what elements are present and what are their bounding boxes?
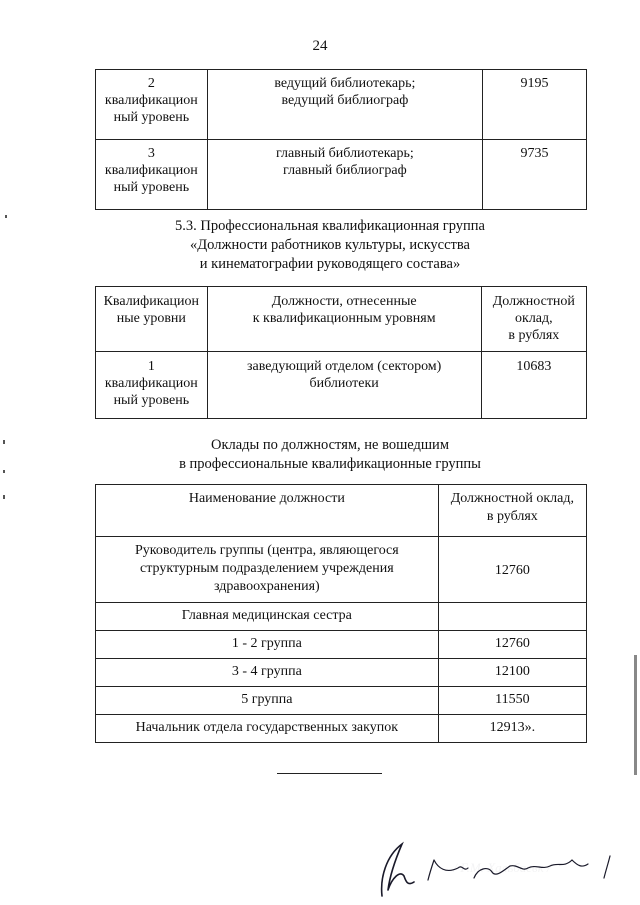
scan-artifact: [3, 440, 5, 444]
level-cell: 2 квалификацион ный уровень: [96, 70, 208, 140]
salary-cell: 12760: [438, 631, 586, 659]
handwritten-signature: [342, 838, 632, 898]
scan-artifact: [3, 495, 5, 499]
library-positions-table: [95, 69, 587, 210]
table-row: [96, 715, 587, 743]
header-salary: Должностной оклад, в рублях: [481, 287, 586, 352]
scan-artifact: [5, 215, 7, 218]
salary-cell: 11550: [438, 687, 586, 715]
level-cell: 3 квалификацион ный уровень: [96, 140, 208, 210]
svg-text:/ Г.М. Хальбаевк /: / Г.М. Хальбаевк /: [453, 860, 551, 875]
salary-cell: [438, 603, 586, 631]
other-positions-heading: Оклады по должностям, не вошедшим в профессиональные квалификационные группы: [179, 437, 481, 472]
header-level: Квалификацион ные уровни: [96, 287, 208, 352]
table-row: [96, 659, 587, 687]
salary-cell: 10683: [481, 352, 586, 419]
level-cell: 1 квалификацион ный уровень: [96, 352, 208, 419]
salary-cell: 12760: [438, 537, 586, 603]
position-name-cell: 3 - 4 группа: [96, 659, 439, 687]
position-name-cell: Главная медицинская сестра: [96, 603, 439, 631]
positions-cell: заведующий отделом (сектором) библиотеки: [207, 352, 481, 419]
header-name: Наименование должности: [96, 485, 439, 537]
scan-artifact: [3, 470, 5, 473]
salary-cell: 12100: [438, 659, 586, 687]
section-heading: 5.3. Профессиональная квалификационная группа «Должности работников культуры, искусства и кинематографии руководящего состава»: [175, 218, 485, 272]
table-row: [96, 140, 587, 210]
table-header-row: [96, 287, 587, 352]
position-name-cell: Руководитель группы (центра, являющегося структурным подразделением учреждения здравоохранения): [96, 537, 439, 603]
end-rule: [277, 773, 382, 774]
table-header-row: [96, 485, 587, 537]
salary-cell: 9195: [483, 70, 587, 140]
position-name-cell: Начальник отдела государственных закупок: [96, 715, 439, 743]
salary-cell: 12913».: [438, 715, 586, 743]
scan-artifact: [634, 655, 637, 775]
position-name-cell: 5 группа: [96, 687, 439, 715]
positions-cell: главный библиотекарь; главный библиограф: [207, 140, 482, 210]
page-number: 24: [312, 38, 328, 54]
table-row: [96, 687, 587, 715]
table-row: [96, 352, 587, 419]
table-row: [96, 70, 587, 140]
position-name-cell: 1 - 2 группа: [96, 631, 439, 659]
salary-cell: 9735: [483, 140, 587, 210]
positions-cell: ведущий библиотекарь; ведущий библиограф: [207, 70, 482, 140]
other-positions-table: [95, 484, 587, 743]
table-row: [96, 631, 587, 659]
culture-managers-table: [95, 286, 587, 419]
header-positions: Должности, отнесенные к квалификационным уровням: [207, 287, 481, 352]
table-row: [96, 603, 587, 631]
table-row: [96, 537, 587, 603]
header-salary: Должностной оклад, в рублях: [438, 485, 586, 537]
